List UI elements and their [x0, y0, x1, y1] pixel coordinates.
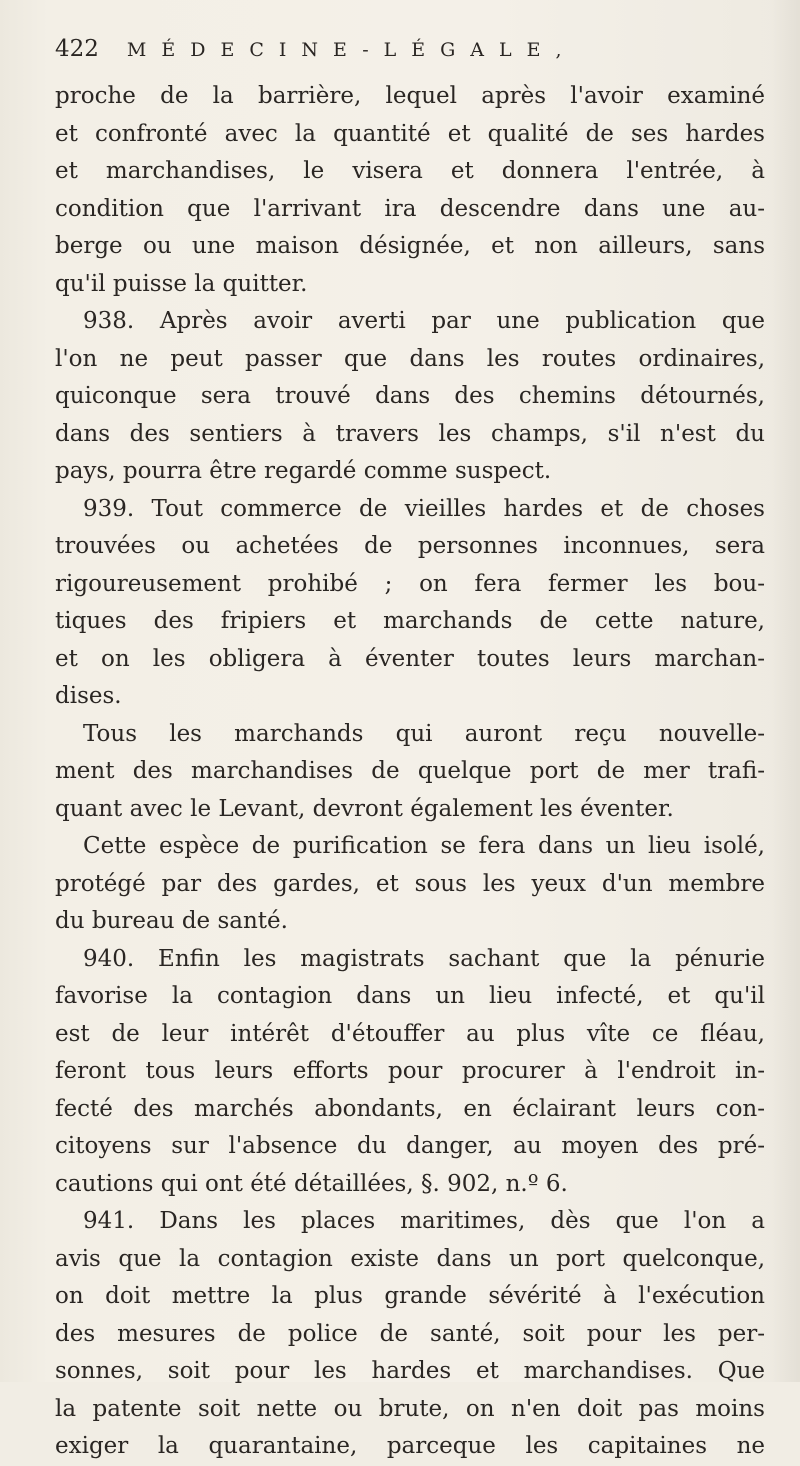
text-line: feront tous leurs efforts pour procurer à l'endroit in-	[55, 1058, 765, 1084]
text-line: et confronté avec la quantité et qualité de ses hardes	[55, 120, 765, 147]
text-line: fecté des marchés abondants, en éclairant leurs con-	[55, 1095, 765, 1122]
text-line: trouvées ou achetées de personnes inconnues, sera	[55, 533, 765, 559]
text-line: rigoureusement prohibé ; on fera fermer les bou-	[55, 570, 765, 597]
text-line: berge ou une maison désignée, et non ailleurs, sans	[55, 233, 765, 259]
text-line: tiques des fripiers et marchands de cette nature,	[55, 608, 765, 634]
text-line: 940. Enfin les magistrats sachant que la pénurie	[83, 945, 765, 972]
running-head	[55, 36, 762, 76]
text-line: quiconque sera trouvé dans des chemins détournés,	[55, 383, 765, 409]
text-line: Cette espèce de purification se fera dans un lieu isolé,	[83, 833, 765, 859]
text-line: citoyens sur l'absence du danger, au moyen des pré-	[55, 1133, 765, 1159]
text-line: on doit mettre la plus grande sévérité à l'exécution	[55, 1283, 765, 1309]
text-line: favorise la contagion dans un lieu infecté, et qu'il	[55, 983, 765, 1009]
text-line: sonnes, soit pour les hardes et marchandises. Que	[55, 1358, 765, 1384]
text-line: exiger la quarantaine, parceque les capitaines ne	[55, 1433, 765, 1459]
text-line: du bureau de santé.	[55, 908, 288, 934]
text-line: dises.	[55, 683, 122, 709]
text-line: est de leur intérêt d'étouffer au plus vîte ce fléau,	[55, 1020, 765, 1047]
text-line: dans des sentiers à travers les champs, s'il n'est du	[55, 420, 765, 447]
body-text	[55, 78, 765, 1466]
text-line: ment des marchandises de quelque port de mer trafi-	[55, 758, 765, 784]
text-line: pays, pourra être regardé comme suspect.	[55, 458, 552, 484]
text-line: Tous les marchands qui auront reçu nouvelle-	[83, 720, 765, 747]
text-line: condition que l'arrivant ira descendre dans une au-	[55, 195, 765, 222]
text-line: l'on ne peut passer que dans les routes ordinaires,	[55, 345, 765, 372]
text-line: qu'il puisse la quitter.	[55, 270, 308, 297]
text-line: protégé par des gardes, et sous les yeux d'un membre	[55, 870, 765, 897]
text-line: et marchandises, le visera et donnera l'entrée, à	[55, 158, 765, 184]
text-line: et on les obligera à éventer toutes leurs marchan-	[55, 645, 765, 672]
text-line: 941. Dans les places maritimes, dès que l'on a	[83, 1208, 765, 1234]
text-line: quant avec le Levant, devront également les éventer.	[55, 795, 674, 822]
running-title: MÉDECINE-LÉGALE,	[126, 39, 577, 61]
text-line: la patente soit nette ou brute, on n'en doit pas moins	[55, 1395, 765, 1422]
text-line: cautions qui ont été détaillées, §. 902, n.º 6.	[55, 1170, 568, 1197]
text-line: proche de la barrière, lequel après l'avoir examiné	[55, 83, 765, 109]
text-line: avis que la contagion existe dans un port quelconque,	[55, 1245, 765, 1272]
page-edge-shadow	[770, 0, 800, 1382]
text-line: 939. Tout commerce de vieilles hardes et de choses	[83, 495, 765, 522]
text-line: 938. Après avoir averti par une publication que	[83, 308, 765, 334]
page-number: 422	[55, 36, 99, 62]
text-line: des mesures de police de santé, soit pour les per-	[55, 1320, 765, 1347]
